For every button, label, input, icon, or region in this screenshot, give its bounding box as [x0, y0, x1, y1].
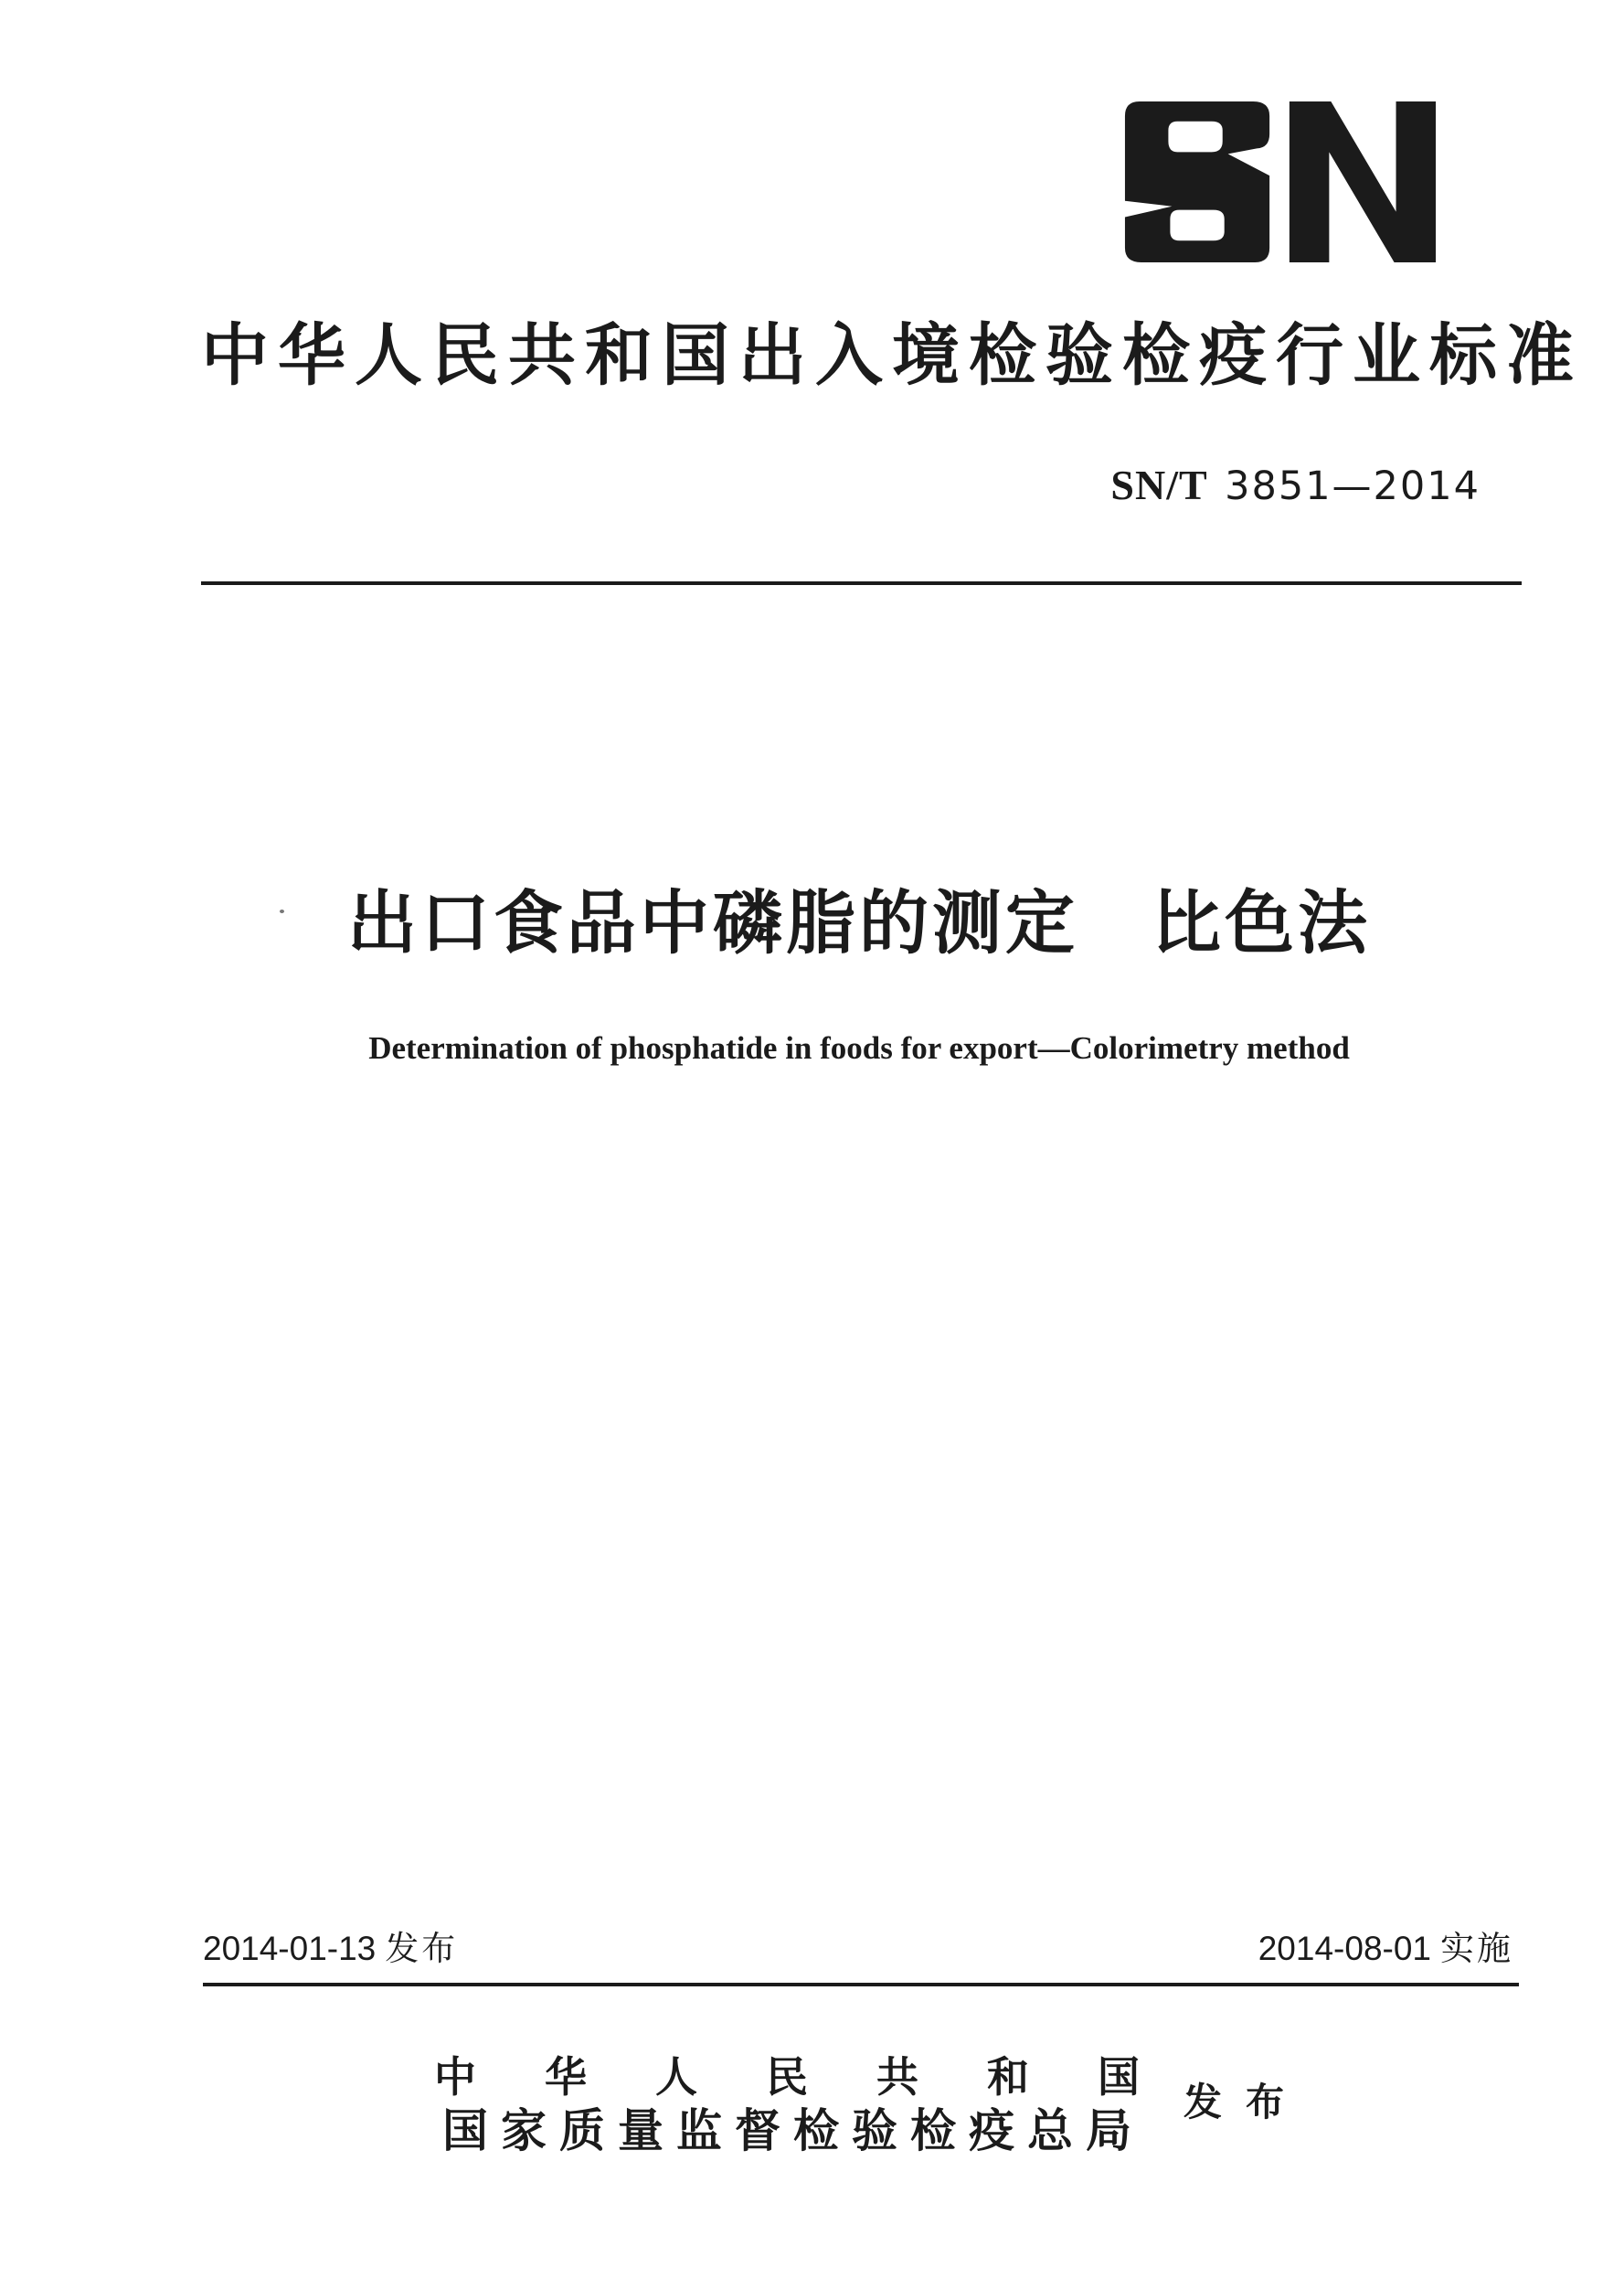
sn-logo: [1121, 100, 1438, 264]
sn-logo-glyph: [1121, 100, 1438, 264]
publisher-name-line1: 中华人民共和国: [433, 2054, 1208, 2101]
standard-number-code: 3851—2014: [1225, 463, 1481, 509]
document-title-cn: 出口食品中磷脂的测定 比色法: [347, 885, 1371, 963]
scan-speck: [280, 910, 284, 913]
publisher-name: [433, 2054, 1208, 2156]
standard-number-prefix: SN/T: [1110, 462, 1208, 508]
implement-date: [1258, 1929, 1513, 1969]
document-title-en: Determination of phosphatide in foods for export—Colorimetry method: [368, 1030, 1350, 1066]
issue-date-label: 发布: [385, 1930, 459, 1967]
issue-date-value: 2014-01-13: [203, 1930, 377, 1967]
top-divider-line: [201, 581, 1522, 585]
publish-action-label: 发布: [1183, 2082, 1308, 2124]
bottom-divider-line: [203, 1983, 1519, 1986]
publisher-block: [201, 2054, 1517, 2156]
standard-number: [1110, 462, 1481, 509]
standard-header-title: 中华人民共和国出入境检验检疫行业标准: [201, 317, 1583, 393]
issue-date: [203, 1929, 458, 1969]
implement-date-value: 2014-08-01: [1258, 1930, 1431, 1967]
publisher-name-line2: 国家质量监督检验检疫总局: [441, 2105, 1144, 2156]
date-row: [201, 1929, 1517, 1969]
implement-date-label: 实施: [1440, 1930, 1513, 1967]
